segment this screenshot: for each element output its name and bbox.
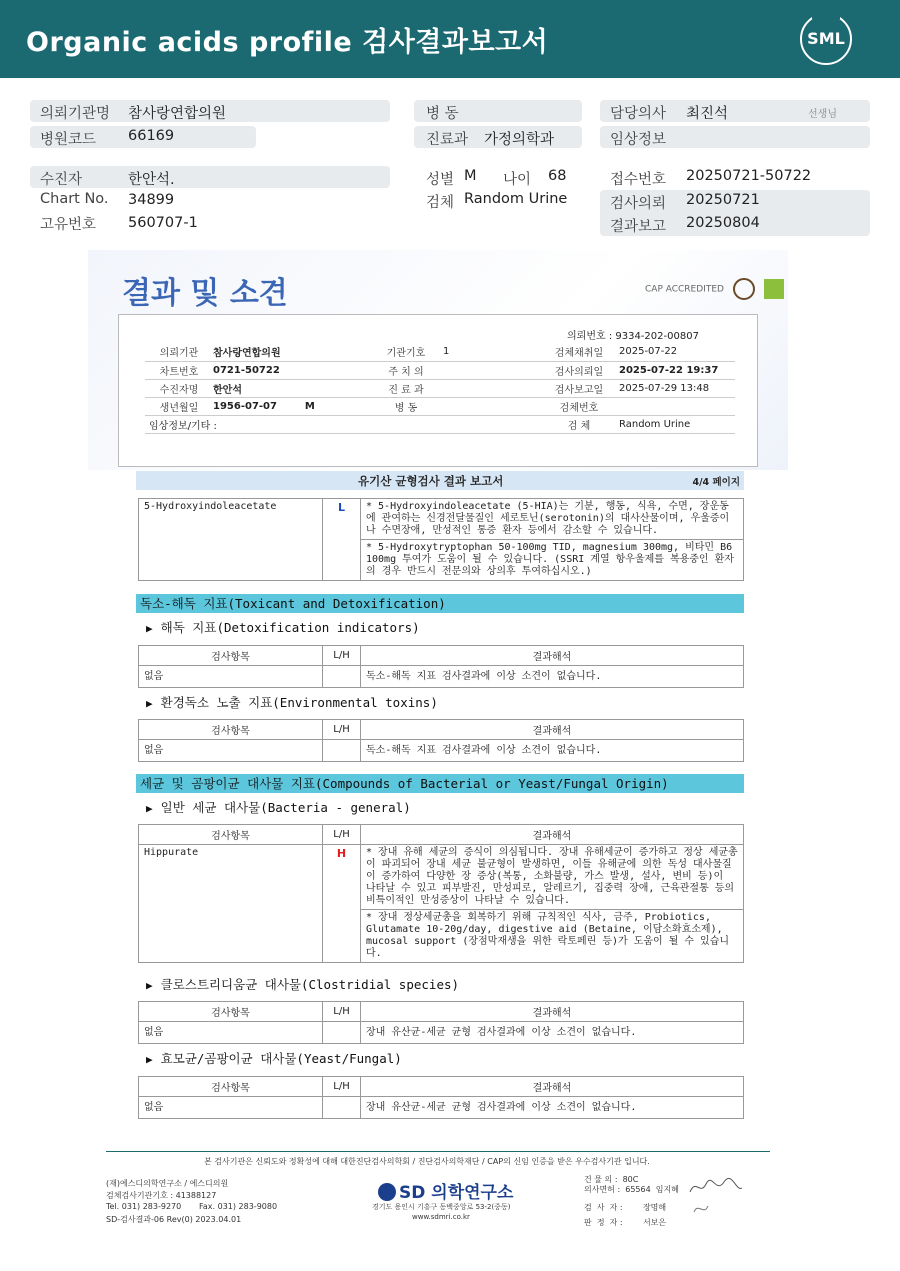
unique-label: 고유번호 bbox=[40, 217, 97, 233]
top-item-table bbox=[138, 498, 744, 581]
footer-reviewer: 판 정 자 : 서보은 bbox=[584, 1218, 667, 1227]
receipt-label: 접수번호 bbox=[610, 172, 667, 188]
report-heading: 유기산 균형검사 결과 보고서 bbox=[358, 474, 504, 488]
bacteria-table: 검사항목 L/H 결과해석 Hippurate H * 장내 유해 세균의 증식이 의심됩니다. 장내 유해세균이 증가하고 정상 세균총이 파괴되어 장내 세균 불균형이 발생하면, 이들 유해균에 의한 독성 대사물질이 증가하여 다양한 장 증상(복통, 소화불량, 가스 발생, 설사, 변비 등)이 나타날 수 있고 피부발진, 만성피로, 알레르기, 집중력 장애, 근육관절통 등의 비특이적인 만성증상이 나타날 수 있습니다. * 장내 정상세균총을 회복하기 위해 규칙적인 식사, 금주, Probiotics, Glutamate 10-20g/day, digestive aid (Betaine, 이담소화효소제), mucosal support (장점막재생을 위한 락토페린 등)가 도움이 될 수 있습니다. bbox=[138, 824, 744, 963]
request-table: 의뢰기관 참사랑연합의원 기관기호 1 검체채취일 2025-07-22 차트번호 0721-50722 주 치 의 검사의뢰일 2025-07-22 19:37 수진자명 한안석 진 료 과 검사보고일 2025-07-29 13:48 생년월일 1956-07-07 M 병 동 검체번호 임상정보/기타 : 검 체 Random Urine bbox=[145, 343, 735, 434]
clinical-label: 임상정보 bbox=[610, 132, 667, 148]
cap-badge: CAP ACCREDITED bbox=[645, 278, 784, 300]
department-label: 진료과 bbox=[426, 132, 469, 148]
sd-logo: SD 의학연구소 bbox=[378, 1178, 513, 1203]
hospital-code-value: 66169 bbox=[128, 128, 175, 144]
department-value: 가정의학과 bbox=[484, 132, 555, 148]
env-table: 검사항목 L/H 결과해석 없음 독소-해독 지표 검사결과에 이상 소견이 없습니다. bbox=[138, 719, 744, 762]
doctor-suffix: 선생님 bbox=[808, 109, 837, 120]
footer-building: 건 물 의 : 80C bbox=[584, 1175, 639, 1184]
item-flag-high: H bbox=[323, 845, 361, 963]
chart-value: 34899 bbox=[128, 192, 175, 208]
signature-icon bbox=[686, 1172, 746, 1218]
sml-logo: SML bbox=[800, 13, 852, 65]
age-value: 68 bbox=[548, 168, 567, 184]
name-value: 한안석. bbox=[128, 172, 175, 188]
header-bar bbox=[0, 0, 900, 78]
requested-value: 20250721 bbox=[686, 192, 760, 208]
footer-url: www.sdmri.co.kr bbox=[412, 1213, 470, 1221]
ward-label: 병 동 bbox=[426, 106, 459, 122]
hospital-code-label: 병원코드 bbox=[40, 132, 97, 148]
name-label: 수진자 bbox=[40, 172, 83, 188]
doctor-label: 담당의사 bbox=[610, 106, 667, 122]
item-note: * 5-Hydroxytryptophan 50-100mg TID, magnesium 300mg, 비타민 B6 100mg 투여가 도움이 될 수 있습니다. (SSRI 계열 항우울제를 복용중인 환자의 경우 반드시 전문의와 상의후 투여하십시오.) bbox=[361, 540, 744, 581]
institution-value: 참사랑연합의원 bbox=[128, 106, 227, 122]
page-title: Organic acids profile 검사결과보고서 bbox=[26, 27, 549, 58]
receipt-value: 20250721-50722 bbox=[686, 168, 812, 184]
sd-circle-icon bbox=[378, 1183, 396, 1201]
result-title: 결과 및 소견 bbox=[122, 276, 288, 311]
certification-text: 본 검사기관은 신뢰도와 정확성에 대해 대한진단검사의학회 / 진단검사의학재단 / CAP의 신임 인증을 받은 우수검사기관 입니다. bbox=[204, 1157, 650, 1166]
item-name: Hippurate bbox=[139, 845, 323, 963]
doctor-value: 최진석 bbox=[686, 106, 729, 122]
item-note: * 장내 정상세균총을 회복하기 위해 규칙적인 식사, 금주, Probiotics, Glutamate 10-20g/day, digestive aid (Betaine, 이담소화효소제), mucosal support (장점막재생을 위한 락토페린 등)가 도움이 될 수 있습니다. bbox=[361, 910, 744, 963]
footer-org: (재)에스디의학연구소 / 에스디의원 bbox=[106, 1179, 229, 1188]
footer-doc-id: SD-검사결과-06 Rev(0) 2023.04.01 bbox=[106, 1215, 242, 1224]
requested-label: 검사의뢰 bbox=[610, 196, 667, 212]
chart-label: Chart No. bbox=[40, 191, 109, 207]
report-heading-bar bbox=[136, 471, 744, 490]
specimen-label: 검체 bbox=[426, 195, 455, 211]
subsection-detox: ▶ 해독 지표(Detoxification indicators) bbox=[146, 620, 420, 635]
footer-divider bbox=[106, 1151, 770, 1152]
section-toxicant: 독소-해독 지표(Toxicant and Detoxification) bbox=[136, 594, 744, 613]
yeast-table: 검사항목 L/H 결과해석 없음 장내 유산균-세균 균형 검사결과에 이상 소견이 없습니다. bbox=[138, 1076, 744, 1119]
institution-label: 의뢰기관명 bbox=[40, 106, 111, 122]
age-label: 나이 bbox=[503, 172, 532, 188]
detox-table: 검사항목 L/H 결과해석 없음 독소-해독 지표 검사결과에 이상 소견이 없습니다. bbox=[138, 645, 744, 688]
item-note: * 5-Hydroxyindoleacetate (5-HIA)는 기분, 행동, 식욕, 수면, 장운동에 관여하는 신경전달물질인 세로토닌(serotonin)의 대사산물이며, 우울증이나 수면장애, 만성적인 통증 환자 등에서 감소할 수 있습니다. bbox=[361, 499, 744, 540]
item-flag-low: L bbox=[323, 499, 361, 581]
specimen-value: Random Urine bbox=[464, 191, 568, 207]
item-name: 5-Hydroxyindoleacetate bbox=[139, 499, 323, 581]
seal-icon bbox=[733, 278, 755, 300]
reported-label: 결과보고 bbox=[610, 219, 667, 235]
unique-value: 560707-1 bbox=[128, 215, 198, 231]
request-info-box bbox=[118, 314, 758, 467]
section-bacterial: 세균 및 곰팡이균 대사물 지표(Compounds of Bacterial or Yeast/Fungal Origin) bbox=[136, 774, 744, 793]
footer-code: 검체검사기관기호 : 41388127 bbox=[106, 1191, 217, 1200]
subsection-yeast: ▶ 효모균/곰팡이균 대사물(Yeast/Fungal) bbox=[146, 1051, 402, 1066]
footer-tester: 검 사 자 : 장명해 bbox=[584, 1203, 667, 1212]
sex-label: 성별 bbox=[426, 172, 455, 188]
lab-logo-icon bbox=[764, 279, 784, 299]
request-number: 의뢰번호 : 9334-202-00807 bbox=[567, 331, 699, 342]
subsection-environmental: ▶ 환경독소 노출 지표(Environmental toxins) bbox=[146, 695, 438, 710]
reported-value: 20250804 bbox=[686, 215, 760, 231]
clostridial-table: 검사항목 L/H 결과해석 없음 장내 유산균-세균 균형 검사결과에 이상 소견이 없습니다. bbox=[138, 1001, 744, 1044]
footer-address: 경기도 용인시 기흥구 동백중앙로 53-2(중동) bbox=[372, 1203, 511, 1211]
sex-value: M bbox=[464, 168, 477, 184]
subsection-clostridial: ▶ 클로스트리디움균 대사물(Clostridial species) bbox=[146, 977, 460, 992]
subsection-bacteria-general: ▶ 일반 세균 대사물(Bacteria - general) bbox=[146, 800, 411, 815]
page-indicator: 4/4 페이지 bbox=[692, 477, 740, 488]
item-note: * 장내 유해 세균의 증식이 의심됩니다. 장내 유해세균이 증가하고 정상 세균총이 파괴되어 장내 세균 불균형이 발생하면, 이들 유해균에 의한 독성 대사물질이 증가하여 다양한 장 증상(복통, 소화불량, 가스 발생, 설사, 변비 등)이 나타날 수 있고 피부발진, 만성피로, 알레르기, 집중력 장애, 근육관절통 등의 비특이적인 만성증상이 나타날 수 있습니다. bbox=[361, 845, 744, 910]
footer-contact: Tel. 031) 283-9270 Fax. 031) 283-9080 bbox=[106, 1202, 278, 1211]
footer-license: 의사면허 : 65564 임지혜 bbox=[584, 1185, 679, 1194]
